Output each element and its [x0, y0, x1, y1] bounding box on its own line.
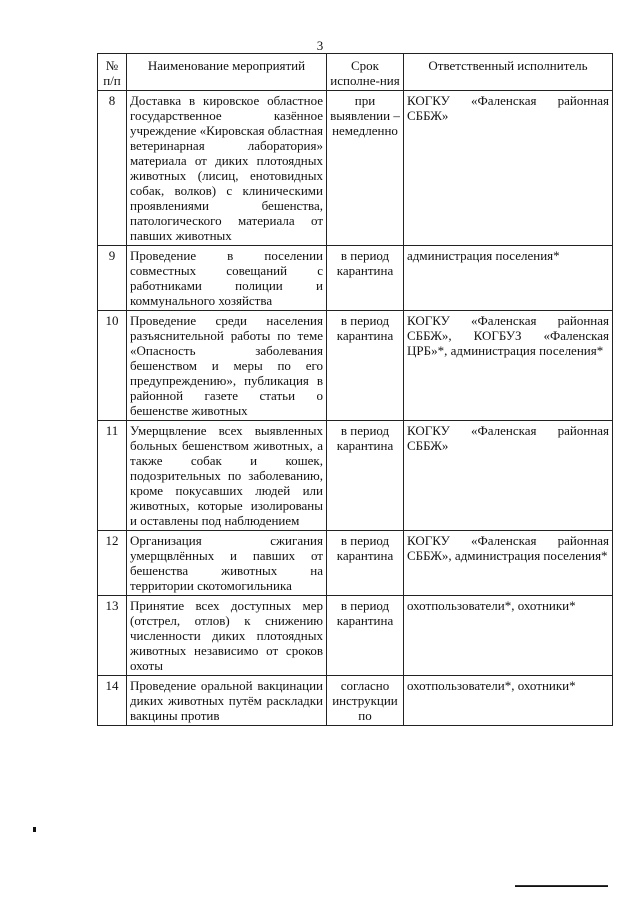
header-term: Срок исполне-ния — [327, 54, 404, 91]
row-term: в период карантина — [327, 421, 404, 531]
row-term: в период карантина — [327, 596, 404, 676]
footer-rule — [515, 885, 608, 887]
table-row — [98, 246, 613, 311]
table-row — [98, 531, 613, 596]
row-responsible: КОГКУ «Фаленская районная СББЖ», КОГБУЗ «Фаленская ЦРБ»*, администрация поселения* — [404, 311, 613, 421]
margin-mark — [33, 827, 36, 832]
row-responsible: охотпользователи*, охотники* — [404, 596, 613, 676]
table-row — [98, 421, 613, 531]
page-number: 3 — [316, 38, 324, 53]
row-responsible: охотпользователи*, охотники* — [404, 676, 613, 726]
row-term: согласно инструкции по — [327, 676, 404, 726]
table-header-row — [98, 54, 613, 91]
table-row — [98, 676, 613, 726]
row-number: 11 — [98, 421, 127, 531]
measures-table — [97, 53, 613, 726]
row-measure: Проведение оральной вакцинации диких животных путём раскладки вакцины против — [127, 676, 327, 726]
row-number: 14 — [98, 676, 127, 726]
header-num: № п/п — [98, 54, 127, 91]
row-measure: Организация сжигания умерщвлённых и павших от бешенства животных на территории скотомогильника — [127, 531, 327, 596]
header-resp: Ответственный исполнитель — [404, 54, 613, 91]
row-measure: Проведение среди населения разъяснительной работы по теме «Опасность заболевания бешенством и меры по его предупреждению», публикация в районной газете статьи о бешенстве животных — [127, 311, 327, 421]
row-responsible: администрация поселения* — [404, 246, 613, 311]
row-number: 9 — [98, 246, 127, 311]
row-measure: Проведение в поселении совместных совещаний с работниками полиции и коммунального хозяйства — [127, 246, 327, 311]
row-term: в период карантина — [327, 311, 404, 421]
row-responsible: КОГКУ «Фаленская районная СББЖ» — [404, 91, 613, 246]
row-measure: Доставка в кировское областное государственное казённое учреждение «Кировская областная ветеринарная лаборатория» материала от диких плотоядных животных (лисиц, енотовидных собак, волков) с клиническими проявлениями бешенства, патологического материала от павших животных — [127, 91, 327, 246]
row-responsible: КОГКУ «Фаленская районная СББЖ», администрация поселения* — [404, 531, 613, 596]
row-number: 8 — [98, 91, 127, 246]
row-term: в период карантина — [327, 246, 404, 311]
row-term: в период карантина — [327, 531, 404, 596]
header-name: Наименование мероприятий — [127, 54, 327, 91]
row-responsible: КОГКУ «Фаленская районная СББЖ» — [404, 421, 613, 531]
table-row — [98, 91, 613, 246]
row-number: 13 — [98, 596, 127, 676]
row-term: при выявлении – немедленно — [327, 91, 404, 246]
row-number: 10 — [98, 311, 127, 421]
table-row — [98, 311, 613, 421]
row-number: 12 — [98, 531, 127, 596]
table-row — [98, 596, 613, 676]
row-measure: Принятие всех доступных мер (отстрел, отлов) к снижению численности диких плотоядных животных независимо от сроков охоты — [127, 596, 327, 676]
row-measure: Умерщвление всех выявленных больных бешенством животных, а также собак и кошек, подозрительных по заболеванию, кроме покусавших людей или животных, которые изолированы и оставлены под наблюдением — [127, 421, 327, 531]
